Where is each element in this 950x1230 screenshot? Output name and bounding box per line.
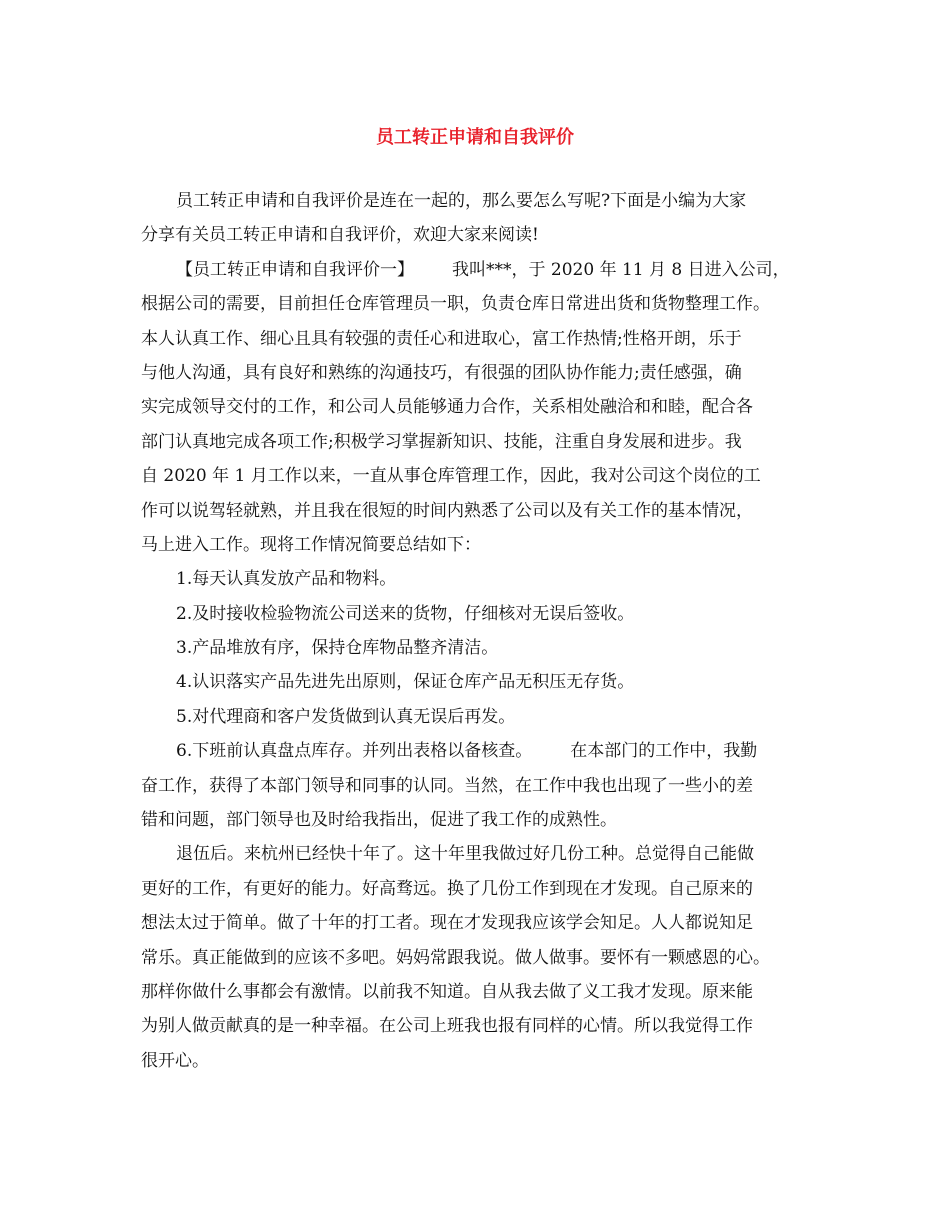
text-line-content: 部门认真地完成各项工作;积极学习掌握新知识、技能，注重自身发展和进步。我	[141, 431, 742, 452]
text-line	[141, 356, 813, 390]
text-line	[141, 941, 813, 975]
text-line	[141, 390, 813, 424]
text-line-content: 2.及时接收检验物流公司送来的货物，仔细核对无误后签收。	[176, 603, 635, 624]
text-line-content: 那样你做什么事都会有激情。以前我不知道。自从我去做了义工我才发现。原来能	[141, 981, 753, 1002]
text-line-content: 根据公司的需要，目前担任仓库管理员一职，负责仓库日常进出货和货物整理工作。	[141, 294, 770, 315]
text-line-content: 很开心。	[141, 1050, 209, 1071]
text-line-content: 实完成领导交付的工作，和公司人员能够通力合作，关系相处融洽和和睦，配合各	[141, 397, 753, 418]
text-line-continuation: 我叫***，于 2020 年 11 月 8 日进入公司，	[452, 259, 790, 280]
text-line-content: 马上进入工作。现将工作情况简要总结如下：	[141, 534, 481, 555]
text-line-content: 分享有关员工转正申请和自我评价，欢迎大家来阅读!	[141, 225, 539, 246]
text-line-content: 自 2020 年 1 月工作以来，一直从事仓库管理工作，因此，我对公司这个岗位的工	[141, 466, 761, 487]
text-line	[141, 287, 813, 321]
text-line-continuation: 在本部门的工作中，我勤	[570, 741, 758, 762]
text-line-content: 5.对代理商和客户发货做到认真无误后再发。	[176, 706, 516, 727]
text-line-content: 常乐。真正能做到的应该不多吧。妈妈常跟我说。做人做事。要怀有一颗感恩的心。	[141, 947, 770, 968]
text-line-content: 3.产品堆放有序，保持仓库物品整齐清洁。	[176, 638, 499, 659]
text-line-content: 员工转正申请和自我评价是连在一起的，那么要怎么写呢?下面是小编为大家	[176, 191, 747, 211]
text-line	[141, 975, 813, 1009]
text-line	[141, 665, 813, 699]
text-line	[141, 700, 813, 734]
text-line-content: 与他人沟通，具有良好和熟练的沟通技巧，有很强的团队协作能力;责任感强，确	[141, 362, 742, 383]
text-line-content: 【员工转正申请和自我评价一】	[176, 259, 414, 280]
text-line-content: 奋工作，获得了本部门领导和同事的认同。当然，在工作中我也出现了一些小的差	[141, 775, 753, 796]
text-line-content: 想法太过于简单。做了十年的打工者。现在才发现我应该学会知足。人人都说知足	[141, 913, 753, 934]
document-body	[141, 184, 813, 1078]
text-line	[141, 322, 813, 356]
text-line	[141, 769, 813, 803]
text-line	[141, 803, 813, 837]
text-line	[141, 1044, 813, 1078]
text-line	[141, 872, 813, 906]
text-line	[141, 906, 813, 940]
text-line	[141, 631, 813, 665]
text-line	[141, 837, 813, 871]
text-line-content: 6.下班前认真盘点库存。并列出表格以备核查。	[176, 741, 533, 762]
text-line	[141, 734, 813, 768]
text-line	[141, 528, 813, 562]
text-line	[141, 184, 813, 218]
text-line	[141, 218, 813, 252]
text-line	[141, 425, 813, 459]
text-line	[141, 1009, 813, 1043]
text-line	[141, 253, 813, 287]
text-line-content: 更好的工作，有更好的能力。好高骛远。换了几份工作到现在才发现。自己原来的	[141, 878, 753, 899]
text-line-content: 作可以说驾轻就熟，并且我在很短的时间内熟悉了公司以及有关工作的基本情况，	[141, 500, 753, 521]
text-line-content: 4.认识落实产品先进先出原则，保证仓库产品无积压无存货。	[176, 672, 635, 693]
text-line	[141, 494, 813, 528]
text-line	[141, 459, 813, 493]
text-line-content: 1.每天认真发放产品和物料。	[176, 569, 397, 590]
text-line-content: 错和问题，部门领导也及时给我指出，促进了我工作的成熟性。	[141, 810, 617, 831]
text-line-content: 为别人做贡献真的是一种幸福。在公司上班我也报有同样的心情。所以我觉得工作	[141, 1016, 753, 1037]
document-title: 员工转正申请和自我评价	[376, 127, 574, 148]
text-line-content: 本人认真工作、细心且具有较强的责任心和进取心，富工作热情;性格开朗，乐于	[141, 328, 742, 349]
text-line-content: 退伍后。来杭州已经快十年了。这十年里我做过好几份工种。总觉得自己能做	[176, 844, 754, 865]
text-line	[141, 562, 813, 596]
text-line	[141, 597, 813, 631]
